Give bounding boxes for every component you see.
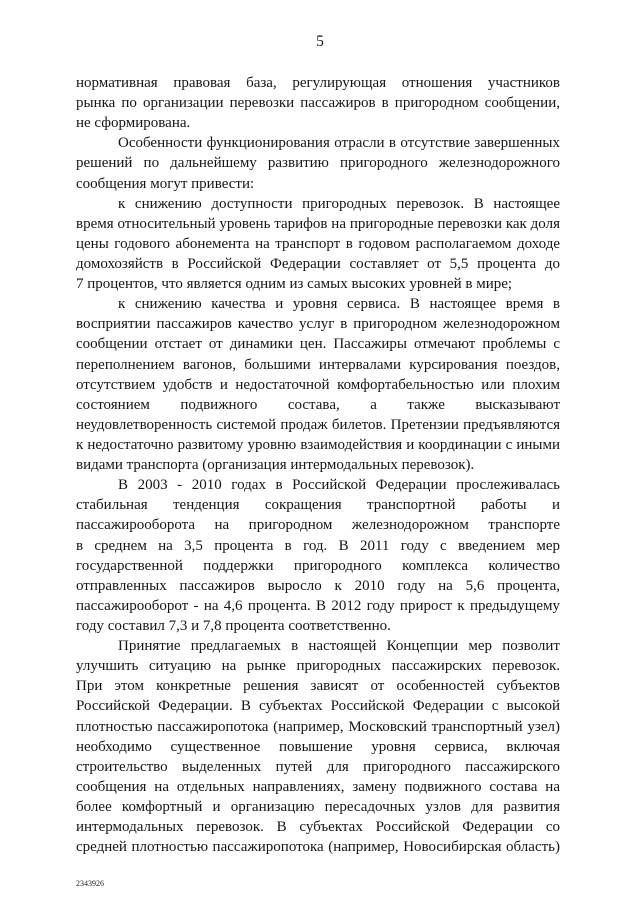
text-line: отсутствием удобств и недостаточной комфортабельностью или плохим (76, 376, 560, 393)
document-body (76, 73, 560, 857)
text-line: улучшить ситуацию на рынке пригородных пассажирских перевозок. (76, 658, 560, 675)
text-line: видами транспорта (организация интермодальных перевозок). (76, 457, 475, 474)
text-line: домохозяйств в Российской Федерации составляет от 5,5 процента до (76, 255, 560, 272)
text-line: Российской Федерации. В субъектах Российской Федерации с высокой (76, 698, 560, 715)
text-line: стабильная тенденция сокращения транспортной работы и (76, 497, 560, 514)
text-line: 7 процентов, что является одним из самых высоких уровней в мире; (76, 276, 513, 293)
text-line: цены годового абонемента на транспорт в годовом располагаемом доходе (76, 235, 560, 252)
text-line: пассажирооборота на пригородном железнодорожном транспорте (76, 517, 560, 534)
page-number: 5 (316, 33, 324, 50)
paragraph (76, 294, 560, 475)
text-line: более комфортный и организацию пересадочных узлов для развития (76, 798, 560, 815)
text-line: государственной поддержки пригородного комплекса количество (76, 557, 560, 574)
paragraph (76, 194, 560, 295)
text-line: пассажирооборот - на 4,6 процента. В 2012 году прирост к предыдущему (76, 597, 560, 614)
text-line: году составил 7,3 и 7,8 процента соответственно. (76, 617, 391, 634)
text-line: средней плотностью пассажиропотока (например, Новосибирская область) (76, 839, 560, 856)
text-line: В 2003 - 2010 годах в Российской Федерации прослеживалась (118, 477, 560, 494)
text-line: состоянием подвижного состава, а также высказывают (76, 396, 560, 413)
text-line: строительство выделенных путей для пригородного пассажирского (76, 758, 560, 775)
text-line: При этом конкретные решения зависят от особенностей субъектов (76, 678, 560, 695)
paragraph (76, 73, 560, 133)
text-line: интермодальных перевозок. В субъектах Российской Федерации со (76, 819, 560, 836)
text-line: необходимо существенное повышение уровня сервиса, включая (76, 738, 560, 755)
text-line: Особенности функционирования отрасли в отсутствие завершенных (118, 135, 560, 152)
text-line: сообщения на отдельных направлениях, замену подвижного состава на (76, 778, 560, 795)
text-line: время относительный уровень тарифов на пригородные перевозки как доля (76, 215, 560, 232)
paragraph (76, 133, 560, 193)
text-line: нормативная правовая база, регулирующая отношения участников (76, 75, 560, 91)
paragraph (76, 636, 560, 857)
text-line: к снижению качества и уровня сервиса. В настоящее время в (118, 296, 560, 313)
text-line: сообщении отстает от динамики цен. Пассажиры отмечают проблемы с (76, 336, 560, 353)
text-line: сообщения могут привести: (76, 175, 255, 192)
text-line: переполнением вагонов, большими интервалами курсирования поездов, (76, 356, 560, 373)
text-line: рынка по организации перевозки пассажиров в пригородном сообщении, (76, 95, 560, 112)
text-line: восприятии пассажиров качество услуг в пригородном железнодорожном (76, 316, 560, 333)
text-line: не сформирована. (76, 115, 191, 132)
document-id: 2343926 (76, 879, 104, 888)
text-line: отправленных пассажиров выросло к 2010 году на 5,6 процента, (76, 577, 560, 594)
text-line: неудовлетворенность системой продаж билетов. Претензии предъявляются (76, 416, 560, 433)
text-line: плотностью пассажиропотока (например, Московский транспортный узел) (76, 718, 560, 735)
text-line: Принятие предлагаемых в настоящей Концепции мер позволит (118, 638, 560, 655)
text-line: в среднем на 3,5 процента в год. В 2011 году с введением мер (76, 537, 560, 554)
text-line: к недостаточно развитому уровню взаимодействия и координации с иными (76, 436, 560, 453)
paragraph (76, 475, 560, 636)
text-line: к снижению доступности пригородных перевозок. В настоящее (118, 195, 560, 212)
text-line: решений по дальнейшему развитию пригородного железнодорожного (76, 155, 560, 172)
